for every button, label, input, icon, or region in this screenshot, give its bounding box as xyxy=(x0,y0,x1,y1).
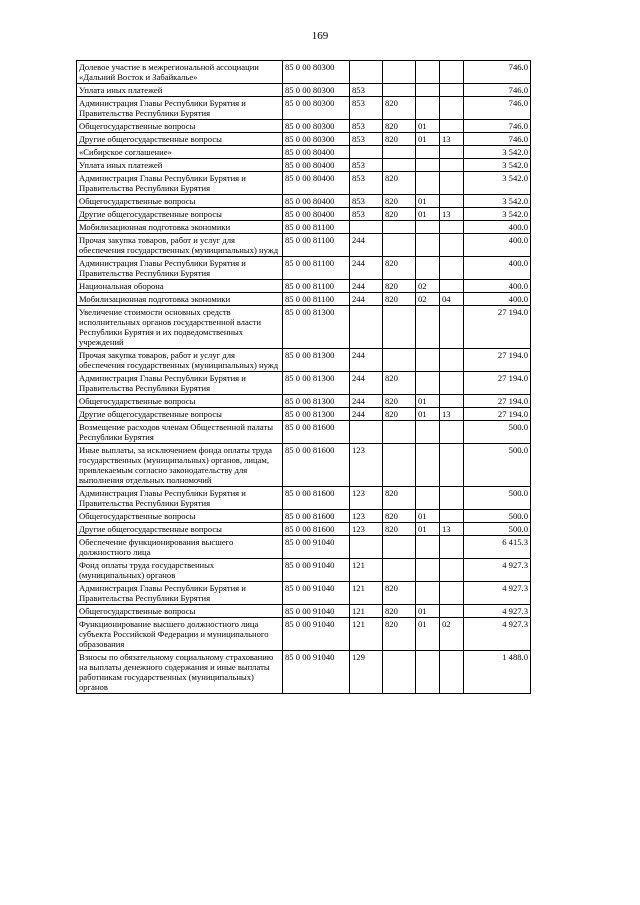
expense-name-cell: Уплата иных платежей xyxy=(77,159,283,172)
expense-type-cell: 853 xyxy=(350,120,383,133)
expense-name-cell: Прочая закупка товаров, работ и услуг для обеспечения государственных (муниципальных) нужд xyxy=(77,234,283,257)
section-cell: 01 xyxy=(416,408,440,421)
subsection-cell xyxy=(440,120,464,133)
section-cell xyxy=(416,444,440,487)
amount-cell: 400.0 xyxy=(464,221,531,234)
section-cell: 01 xyxy=(416,195,440,208)
section-cell xyxy=(416,306,440,349)
subsection-cell xyxy=(440,487,464,510)
table-row xyxy=(77,306,531,349)
table-row xyxy=(77,280,531,293)
table-row xyxy=(77,582,531,605)
administrator-code-cell: 820 xyxy=(383,208,416,221)
section-cell xyxy=(416,372,440,395)
target-article-cell: 85 0 00 81100 xyxy=(283,257,350,280)
target-article-cell: 85 0 00 81600 xyxy=(283,523,350,536)
target-article-cell: 85 0 00 81300 xyxy=(283,306,350,349)
target-article-cell: 85 0 00 81600 xyxy=(283,421,350,444)
amount-cell: 746.0 xyxy=(464,120,531,133)
amount-cell: 500.0 xyxy=(464,510,531,523)
expense-name-cell: Мобилизационная подготовка экономики xyxy=(77,293,283,306)
amount-cell: 3 542.0 xyxy=(464,208,531,221)
section-cell: 01 xyxy=(416,523,440,536)
table-row xyxy=(77,97,531,120)
expense-name-cell: Администрация Главы Республики Бурятия и Правительства Республики Бурятия xyxy=(77,582,283,605)
expense-name-cell: Увеличение стоимости основных средств исполнительных органов государственной власти Республики Бурятия и их подведомственных учреждений xyxy=(77,306,283,349)
section-cell xyxy=(416,487,440,510)
subsection-cell: 13 xyxy=(440,133,464,146)
expense-type-cell: 244 xyxy=(350,395,383,408)
expense-type-cell: 853 xyxy=(350,97,383,120)
amount-cell: 746.0 xyxy=(464,61,531,84)
section-cell: 01 xyxy=(416,395,440,408)
amount-cell: 1 488.0 xyxy=(464,651,531,694)
section-cell xyxy=(416,146,440,159)
expense-name-cell: Иные выплаты, за исключением фонда оплаты труда государственных (муниципальных) органов, лицам, привлекаемым согласно законодательству для выполнения отдельных полномочий xyxy=(77,444,283,487)
expense-type-cell: 123 xyxy=(350,523,383,536)
expense-type-cell: 121 xyxy=(350,605,383,618)
subsection-cell xyxy=(440,61,464,84)
expense-name-cell: Администрация Главы Республики Бурятия и Правительства Республики Бурятия xyxy=(77,257,283,280)
expense-name-cell: Общегосударственные вопросы xyxy=(77,395,283,408)
table-row xyxy=(77,159,531,172)
section-cell: 01 xyxy=(416,618,440,651)
section-cell: 02 xyxy=(416,293,440,306)
table-row xyxy=(77,349,531,372)
table-row xyxy=(77,536,531,559)
expense-name-cell: «Сибирское соглашение» xyxy=(77,146,283,159)
section-cell xyxy=(416,159,440,172)
target-article-cell: 85 0 00 80400 xyxy=(283,159,350,172)
section-cell xyxy=(416,349,440,372)
section-cell: 01 xyxy=(416,208,440,221)
target-article-cell: 85 0 00 80300 xyxy=(283,97,350,120)
section-cell xyxy=(416,421,440,444)
expense-type-cell: 123 xyxy=(350,487,383,510)
subsection-cell xyxy=(440,257,464,280)
amount-cell: 6 415.3 xyxy=(464,536,531,559)
expense-type-cell xyxy=(350,221,383,234)
page-number: 169 xyxy=(311,30,329,42)
subsection-cell xyxy=(440,536,464,559)
expense-type-cell: 244 xyxy=(350,372,383,395)
administrator-code-cell: 820 xyxy=(383,582,416,605)
target-article-cell: 85 0 00 81600 xyxy=(283,444,350,487)
amount-cell: 4 927.3 xyxy=(464,618,531,651)
table-row xyxy=(77,605,531,618)
administrator-code-cell xyxy=(383,444,416,487)
expense-type-cell: 121 xyxy=(350,559,383,582)
expense-name-cell: Общегосударственные вопросы xyxy=(77,195,283,208)
table-row xyxy=(77,372,531,395)
expense-type-cell: 244 xyxy=(350,257,383,280)
target-article-cell: 85 0 00 91040 xyxy=(283,536,350,559)
subsection-cell xyxy=(440,84,464,97)
table-row xyxy=(77,257,531,280)
target-article-cell: 85 0 00 81100 xyxy=(283,221,350,234)
amount-cell: 27 194.0 xyxy=(464,349,531,372)
table-row xyxy=(77,651,531,694)
amount-cell: 3 542.0 xyxy=(464,159,531,172)
expense-type-cell: 129 xyxy=(350,651,383,694)
amount-cell: 500.0 xyxy=(464,421,531,444)
expense-name-cell: Общегосударственные вопросы xyxy=(77,605,283,618)
target-article-cell: 85 0 00 80400 xyxy=(283,208,350,221)
amount-cell: 27 194.0 xyxy=(464,372,531,395)
expense-name-cell: Мобилизационная подготовка экономики xyxy=(77,221,283,234)
target-article-cell: 85 0 00 81600 xyxy=(283,487,350,510)
administrator-code-cell xyxy=(383,421,416,444)
expense-name-cell: Другие общегосударственные вопросы xyxy=(77,523,283,536)
section-cell xyxy=(416,84,440,97)
expense-name-cell: Обеспечение функционирования высшего должностного лица xyxy=(77,536,283,559)
expense-name-cell: Другие общегосударственные вопросы xyxy=(77,133,283,146)
expense-type-cell: 244 xyxy=(350,280,383,293)
administrator-code-cell: 820 xyxy=(383,120,416,133)
amount-cell: 27 194.0 xyxy=(464,395,531,408)
table-row xyxy=(77,234,531,257)
subsection-cell xyxy=(440,221,464,234)
administrator-code-cell: 820 xyxy=(383,618,416,651)
table-row xyxy=(77,195,531,208)
table-row xyxy=(77,293,531,306)
table-row xyxy=(77,408,531,421)
expense-type-cell xyxy=(350,61,383,84)
table-row xyxy=(77,618,531,651)
expense-name-cell: Администрация Главы Республики Бурятия и Правительства Республики Бурятия xyxy=(77,372,283,395)
section-cell xyxy=(416,257,440,280)
administrator-code-cell xyxy=(383,159,416,172)
administrator-code-cell xyxy=(383,559,416,582)
expense-name-cell: Прочая закупка товаров, работ и услуг для обеспечения государственных (муниципальных) нужд xyxy=(77,349,283,372)
table-row xyxy=(77,559,531,582)
table-row xyxy=(77,523,531,536)
budget-table-body xyxy=(77,61,531,694)
expense-type-cell: 123 xyxy=(350,510,383,523)
expense-type-cell xyxy=(350,306,383,349)
section-cell xyxy=(416,536,440,559)
target-article-cell: 85 0 00 80300 xyxy=(283,120,350,133)
administrator-code-cell: 820 xyxy=(383,195,416,208)
administrator-code-cell xyxy=(383,84,416,97)
expense-type-cell: 244 xyxy=(350,293,383,306)
administrator-code-cell xyxy=(383,61,416,84)
table-row xyxy=(77,84,531,97)
expense-name-cell: Общегосударственные вопросы xyxy=(77,510,283,523)
administrator-code-cell xyxy=(383,146,416,159)
subsection-cell: 13 xyxy=(440,523,464,536)
expense-type-cell: 121 xyxy=(350,582,383,605)
amount-cell: 4 927.3 xyxy=(464,582,531,605)
expense-name-cell: Уплата иных платежей xyxy=(77,84,283,97)
expense-type-cell xyxy=(350,421,383,444)
administrator-code-cell: 820 xyxy=(383,372,416,395)
subsection-cell xyxy=(440,510,464,523)
administrator-code-cell: 820 xyxy=(383,172,416,195)
target-article-cell: 85 0 00 80400 xyxy=(283,146,350,159)
expense-type-cell: 244 xyxy=(350,349,383,372)
table-row xyxy=(77,208,531,221)
expense-name-cell: Администрация Главы Республики Бурятия и Правительства Республики Бурятия xyxy=(77,97,283,120)
amount-cell: 3 542.0 xyxy=(464,146,531,159)
table-row xyxy=(77,133,531,146)
expense-type-cell: 244 xyxy=(350,234,383,257)
table-row xyxy=(77,421,531,444)
target-article-cell: 85 0 00 81100 xyxy=(283,293,350,306)
expense-name-cell: Администрация Главы Республики Бурятия и Правительства Республики Бурятия xyxy=(77,172,283,195)
target-article-cell: 85 0 00 80400 xyxy=(283,172,350,195)
amount-cell: 4 927.3 xyxy=(464,559,531,582)
section-cell: 01 xyxy=(416,510,440,523)
subsection-cell xyxy=(440,172,464,195)
target-article-cell: 85 0 00 81100 xyxy=(283,280,350,293)
expense-type-cell: 853 xyxy=(350,208,383,221)
administrator-code-cell: 820 xyxy=(383,510,416,523)
expense-type-cell: 853 xyxy=(350,133,383,146)
amount-cell: 500.0 xyxy=(464,444,531,487)
target-article-cell: 85 0 00 81600 xyxy=(283,510,350,523)
amount-cell: 746.0 xyxy=(464,133,531,146)
expense-type-cell: 853 xyxy=(350,195,383,208)
subsection-cell xyxy=(440,146,464,159)
subsection-cell xyxy=(440,444,464,487)
expense-name-cell: Возмещение расходов членам Общественной палаты Республики Бурятия xyxy=(77,421,283,444)
section-cell xyxy=(416,172,440,195)
amount-cell: 400.0 xyxy=(464,280,531,293)
expense-type-cell: 853 xyxy=(350,84,383,97)
subsection-cell: 02 xyxy=(440,618,464,651)
expense-name-cell: Другие общегосударственные вопросы xyxy=(77,208,283,221)
target-article-cell: 85 0 00 81300 xyxy=(283,395,350,408)
expense-type-cell: 121 xyxy=(350,618,383,651)
subsection-cell xyxy=(440,234,464,257)
section-cell: 01 xyxy=(416,133,440,146)
section-cell xyxy=(416,61,440,84)
administrator-code-cell: 820 xyxy=(383,280,416,293)
administrator-code-cell: 820 xyxy=(383,605,416,618)
amount-cell: 3 542.0 xyxy=(464,172,531,195)
subsection-cell xyxy=(440,306,464,349)
subsection-cell xyxy=(440,605,464,618)
administrator-code-cell: 820 xyxy=(383,395,416,408)
section-cell xyxy=(416,559,440,582)
section-cell: 01 xyxy=(416,120,440,133)
expense-type-cell xyxy=(350,146,383,159)
section-cell xyxy=(416,234,440,257)
amount-cell: 400.0 xyxy=(464,257,531,280)
amount-cell: 27 194.0 xyxy=(464,408,531,421)
target-article-cell: 85 0 00 91040 xyxy=(283,559,350,582)
section-cell xyxy=(416,651,440,694)
administrator-code-cell xyxy=(383,651,416,694)
target-article-cell: 85 0 00 91040 xyxy=(283,605,350,618)
subsection-cell xyxy=(440,582,464,605)
section-cell: 02 xyxy=(416,280,440,293)
expense-name-cell: Общегосударственные вопросы xyxy=(77,120,283,133)
subsection-cell: 04 xyxy=(440,293,464,306)
expense-name-cell: Долевое участие в межрегиональной ассоциации «Дальний Восток и Забайкалье» xyxy=(77,61,283,84)
administrator-code-cell: 820 xyxy=(383,293,416,306)
administrator-code-cell xyxy=(383,306,416,349)
table-row xyxy=(77,444,531,487)
section-cell xyxy=(416,97,440,120)
section-cell xyxy=(416,582,440,605)
budget-table xyxy=(76,60,531,694)
expense-name-cell: Взносы по обязательному социальному страхованию на выплаты денежного содержания и иные выплаты работникам государственных (муниципальных) органов xyxy=(77,651,283,694)
administrator-code-cell xyxy=(383,221,416,234)
administrator-code-cell xyxy=(383,536,416,559)
amount-cell: 400.0 xyxy=(464,293,531,306)
administrator-code-cell: 820 xyxy=(383,97,416,120)
expense-name-cell: Администрация Главы Республики Бурятия и Правительства Республики Бурятия xyxy=(77,487,283,510)
subsection-cell xyxy=(440,195,464,208)
expense-type-cell: 123 xyxy=(350,444,383,487)
subsection-cell xyxy=(440,395,464,408)
administrator-code-cell: 820 xyxy=(383,133,416,146)
target-article-cell: 85 0 00 91040 xyxy=(283,618,350,651)
table-row xyxy=(77,120,531,133)
subsection-cell xyxy=(440,372,464,395)
expense-name-cell: Другие общегосударственные вопросы xyxy=(77,408,283,421)
administrator-code-cell: 820 xyxy=(383,257,416,280)
table-row xyxy=(77,221,531,234)
target-article-cell: 85 0 00 81300 xyxy=(283,349,350,372)
expense-type-cell: 853 xyxy=(350,159,383,172)
subsection-cell xyxy=(440,280,464,293)
table-row xyxy=(77,487,531,510)
target-article-cell: 85 0 00 80300 xyxy=(283,84,350,97)
expense-name-cell: Национальная оборона xyxy=(77,280,283,293)
target-article-cell: 85 0 00 80400 xyxy=(283,195,350,208)
table-row xyxy=(77,172,531,195)
administrator-code-cell xyxy=(383,234,416,257)
subsection-cell xyxy=(440,349,464,372)
expense-name-cell: Функционирование высшего должностного лица субъекта Российской Федерации и муниципального образования xyxy=(77,618,283,651)
subsection-cell xyxy=(440,651,464,694)
amount-cell: 4 927.3 xyxy=(464,605,531,618)
administrator-code-cell: 820 xyxy=(383,523,416,536)
amount-cell: 27 194.0 xyxy=(464,306,531,349)
administrator-code-cell: 820 xyxy=(383,487,416,510)
target-article-cell: 85 0 00 91040 xyxy=(283,582,350,605)
expense-type-cell: 853 xyxy=(350,172,383,195)
subsection-cell xyxy=(440,421,464,444)
table-row xyxy=(77,510,531,523)
amount-cell: 400.0 xyxy=(464,234,531,257)
expense-name-cell: Фонд оплаты труда государственных (муниципальных) органов xyxy=(77,559,283,582)
target-article-cell: 85 0 00 91040 xyxy=(283,651,350,694)
table-row xyxy=(77,146,531,159)
amount-cell: 500.0 xyxy=(464,523,531,536)
target-article-cell: 85 0 00 80300 xyxy=(283,61,350,84)
subsection-cell: 13 xyxy=(440,208,464,221)
subsection-cell xyxy=(440,559,464,582)
table-row xyxy=(77,61,531,84)
amount-cell: 746.0 xyxy=(464,84,531,97)
expense-type-cell: 244 xyxy=(350,408,383,421)
expense-type-cell xyxy=(350,536,383,559)
subsection-cell: 13 xyxy=(440,408,464,421)
section-cell xyxy=(416,221,440,234)
subsection-cell xyxy=(440,159,464,172)
amount-cell: 3 542.0 xyxy=(464,195,531,208)
subsection-cell xyxy=(440,97,464,120)
target-article-cell: 85 0 00 81300 xyxy=(283,408,350,421)
amount-cell: 746.0 xyxy=(464,97,531,120)
target-article-cell: 85 0 00 81100 xyxy=(283,234,350,257)
target-article-cell: 85 0 00 80300 xyxy=(283,133,350,146)
table-row xyxy=(77,395,531,408)
administrator-code-cell xyxy=(383,349,416,372)
amount-cell: 500.0 xyxy=(464,487,531,510)
target-article-cell: 85 0 00 81300 xyxy=(283,372,350,395)
section-cell: 01 xyxy=(416,605,440,618)
administrator-code-cell: 820 xyxy=(383,408,416,421)
